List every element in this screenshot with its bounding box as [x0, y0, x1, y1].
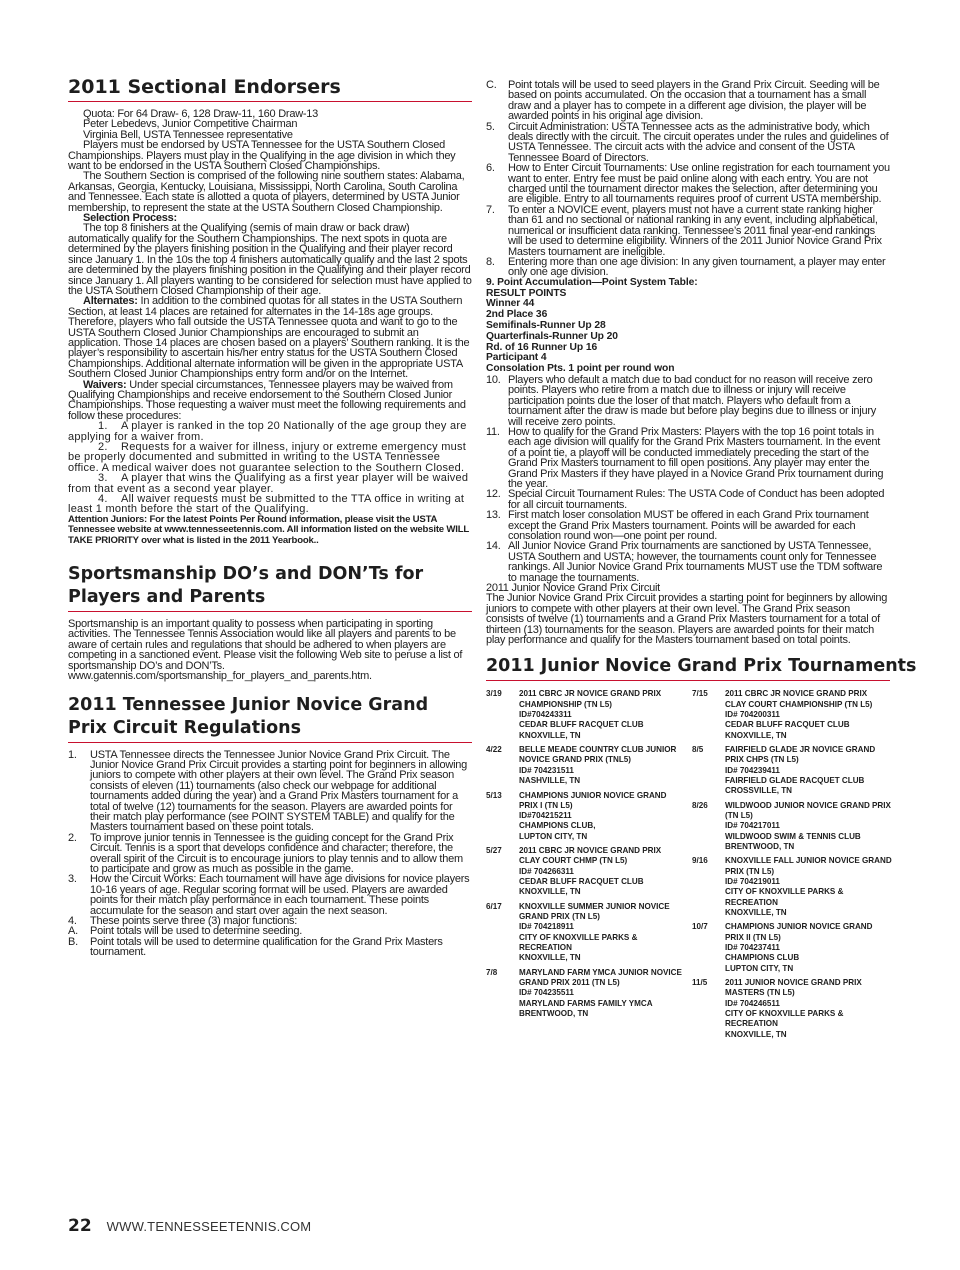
point-row: 2nd Place 36: [486, 309, 548, 321]
tournament-name-line: BELLE MEADE COUNTRY CLUB JUNIOR: [519, 745, 677, 755]
tournament-details: [519, 689, 684, 740]
quota-line: Quota: For 64 Draw- 6, 128 Draw-11, 160 Draw-13: [83, 108, 319, 120]
regulation-number: 11.: [486, 425, 500, 438]
tournament-column-right: [692, 689, 890, 1044]
tournament-name-line: CLAY COURT CHAMPIONSHIP (TN L5): [725, 699, 873, 709]
waiver-item: [68, 442, 472, 473]
tournament-entry: [692, 978, 890, 1040]
waiver-item-text: All waiver requests must be submitted to the TTA office in writing at least 1 month before the start of the Qualifying.: [68, 493, 465, 516]
tournament-venue: CEDAR BLUFF RACQUET CLUB: [519, 877, 644, 887]
regulation-item: [68, 937, 472, 958]
regulation-number: 6.: [486, 162, 495, 175]
point-row: Semifinals-Runner Up 28: [486, 319, 606, 331]
southern-section-paragraph: The Southern Section is comprised of the following nine southern states: Alabama, Arkansas, Georgia, Kentucky, Louisiana, Mississippi, North Carolina, South Carolina and Tennessee. Each state is allotted a quota of players, determined by USTA Junior membership, to represent the state at the USTA Southern Closed Championship.: [68, 170, 465, 214]
tournament-city: LUPTON CITY, TN: [725, 963, 794, 973]
tournament-date: 9/16: [692, 856, 708, 866]
page-number: 22: [68, 1216, 92, 1236]
tournament-date: 7/15: [692, 689, 708, 699]
tournament-city: KNOXVILLE, TN: [519, 953, 581, 963]
tournament-city: BRENTWOOD, TN: [519, 1009, 589, 1018]
regulations-title: 2011 Tennessee Junior Novice Grand Prix Circuit Regulations: [68, 694, 472, 743]
tournament-id: ID# 704217011: [725, 821, 780, 831]
waiver-item: [68, 494, 472, 515]
regulation-item: [486, 510, 890, 541]
regulation-number: 10.: [486, 373, 501, 386]
point-system-subheading: RESULT POINTS: [486, 287, 567, 299]
tournament-city: KNOXVILLE, TN: [519, 887, 581, 897]
tournament-details: [725, 922, 890, 973]
tournament-id: ID#704243311: [519, 710, 572, 720]
tournament-details: [519, 968, 684, 1019]
tournament-name-line: PRIX (TN L5): [725, 866, 775, 876]
regulations-section: [68, 694, 472, 958]
tournament-id: ID# 704218911: [519, 922, 574, 932]
regulation-number: 7.: [486, 203, 495, 216]
regulation-number: B.: [68, 935, 78, 948]
tournament-city: KNOXVILLE, TN: [725, 730, 787, 740]
tournament-name-line: CLAY COURT CHMP (TN L5): [519, 856, 628, 866]
alternates-text: In addition to the combined quotas for all states in the USTA Southern Section, at least 14 places are retained for alternates in the 14-18s age groups. Therefore, players who fall outside the USTA Tennessee quota and want to go to the USTA Southern Closed Junior Championships are encouraged to submit an application. Those 14 places are chosen based on a players’ Southern ranking. It is the player’s responsibility to ascertain his/her entry status for the USTA Southern Closed Championships. Additional alternate information will be given in the appropriate USTA Southern Closed Junior Championships entry form and/or on the Internet.: [68, 295, 470, 381]
waivers-heading: Waivers:: [83, 378, 127, 391]
point-system-table: [486, 278, 890, 375]
regulation-item: [486, 80, 890, 122]
regulation-text: First match loser consolation MUST be offered in each Grand Prix tournament except the Grand Prix Masters tournament. Points will be awarded for each consolation round won—one point per round.: [508, 509, 869, 542]
tournament-entry: [486, 791, 684, 842]
tournament-details: [519, 846, 684, 897]
regulation-text: These points serve three (3) major functions:: [90, 915, 298, 927]
point-row: Winner 44: [486, 298, 535, 310]
waiver-item-number: 3.: [98, 472, 108, 485]
point-row: Quarterfinals-Runner Up 20: [486, 330, 618, 342]
tournament-date: 8/26: [692, 800, 708, 810]
sectional-endorsers-body: [68, 109, 472, 546]
tournament-column-left: [486, 689, 684, 1044]
tournament-id: ID# 704219011: [725, 877, 780, 887]
tournament-schedule: [486, 689, 890, 1044]
tournament-name-line: 2011 CBRC JR NOVICE GRAND PRIX: [725, 689, 868, 699]
tournament-venue: FAIRFIELD GLADE RACQUET CLUB: [725, 776, 865, 786]
left-column: [68, 74, 472, 958]
tournament-name-line: (TN L5): [725, 811, 753, 821]
tournament-city: LUPTON CITY, TN: [519, 831, 588, 841]
tournament-name-line: PRIX I (TN L5): [519, 800, 573, 810]
representative-line: Virginia Bell, USTA Tennessee representative: [83, 128, 293, 141]
regulation-text: To improve junior tennis in Tennessee is the guiding concept for the Grand Prix Circuit. Tennis is a sport that develops confidence and character; therefore, the overall spirit of the Circuit is to encourage juniors to play tennis and to allow them to participate and grow as much as possible in the game.: [90, 831, 463, 875]
tournament-venue: CEDAR BLUFF RACQUET CLUB: [725, 720, 850, 730]
chairman-line: Peter Lebedevs, Junior Competitive Chairman: [83, 118, 298, 131]
tournament-details: [519, 902, 684, 964]
regulation-item: [68, 750, 472, 833]
regulation-text: To enter a NOVICE event, players must not have a current state ranking higher than 61 and no sectional or national ranking in any event, including alphabetical, numerical or insufficient data ranking. Tennessee’s 2011 final year-end rankings will be used to determine eligibility. Winners of the 2011 Junior Novice Grand Prix Masters tournament are ineligible.: [508, 203, 882, 258]
tournament-id: ID# 704235511: [519, 988, 574, 998]
regulation-text: Entering more than one age division: In any given tournament, a player may enter only one age division.: [508, 255, 886, 279]
tournament-id: ID# 704237411: [725, 943, 780, 953]
waivers-text: Under special circumstances, Tennessee players may be waived from Qualifying Championships and receive endorsement to the Southern Closed Junior Championships. Those requesting a waiver must meet the following requirements and follow these procedures:: [68, 378, 466, 422]
regulation-item: [486, 489, 890, 510]
tournament-city: NASHVILLE, TN: [519, 776, 581, 786]
tournament-name-line: FAIRFIELD GLADE JR NOVICE GRAND: [725, 745, 876, 755]
waiver-requirements-list: [68, 421, 472, 515]
tournament-date: 4/22: [486, 745, 502, 755]
regulations-list: [68, 750, 472, 958]
circuit-paragraph: The Junior Novice Grand Prix Circuit provides a starting point for beginners by allowing juniors to compete with other players at their own level. The Grand Prix season consists of twelve (1) tournaments and a Grand Prix Masters tournament for a total of thirteen (13) tournaments for the season. Players are awarded points for their match play performance and qualify for the Masters tournament based on total points.: [486, 592, 888, 647]
tournament-id: ID# 704231511: [519, 765, 574, 775]
tournament-date: 5/13: [486, 790, 502, 800]
tournament-details: [725, 745, 890, 796]
regulation-text: How to qualify for the Grand Prix Masters: Players with the top 16 point totals in each age division will qualify for the Grand Prix Masters tournament. In the event of a point tie, a playoff will be conducted immediately preceding the start of the Grand Prix Masters tournament to fill open positions. Any player may enter the Grand Prix Masters if they have played in a Novice Grand Prix tournament during the year.: [508, 425, 884, 490]
regulations-continued: [486, 80, 890, 645]
sectional-endorsers-title: 2011 Sectional Endorsers: [68, 74, 472, 102]
tournament-name-line: NOVICE GRAND PRIX (TNL5): [519, 755, 631, 765]
regulation-text: How to Enter Circuit Tournaments: Use online registration for each tournament you want to enter. Entry fee must be paid online along with each entry. You are not charged until the tournament director makes the selection, after determining you are eligible. Entry to all tournaments requires proof of current USTA membership.: [508, 162, 890, 206]
point-row: Rd. of 16 Runner Up 16: [486, 341, 598, 353]
tournament-id: ID# 704266311: [519, 866, 574, 876]
endorsement-paragraph: Players must be endorsed by USTA Tennessee for the USTA Southern Closed Championships. Players must play in the Qualifying in the age division in which they want to be endorsed in the USTA Southern Closed Championships.: [68, 139, 456, 173]
tournament-details: [519, 791, 684, 842]
tournament-name-line: PRIX II (TN L5): [725, 932, 781, 942]
tournament-entry: [692, 801, 890, 852]
tournament-city: KNOXVILLE, TN: [725, 907, 787, 917]
sportsmanship-paragraph: Sportsmanship is an important quality to possess when participating in sporting activities. The Tennessee Tennis Association would like all players and parents to be aware of certain rules and regulations that should be adhered to when players are competing in a sanctioned event. Please visit the following Web site to peruse a list of sportsmanship DO’s and DON’Ts.: [68, 618, 463, 672]
regulation-text: Point totals will be used to determine seeding.: [90, 925, 303, 938]
regulation-item: [486, 541, 890, 583]
sportsmanship-section: [68, 563, 472, 681]
alternates-heading: Alternates:: [83, 295, 138, 308]
waiver-item-number: 4.: [98, 493, 108, 506]
regulation-number: 12.: [486, 488, 501, 501]
tournament-city: BRENTWOOD, TN: [725, 841, 795, 851]
tournament-venue: CITY OF KNOXVILLE PARKS &: [725, 887, 844, 897]
tournament-name-line: KNOXVILLE SUMMER JUNIOR NOVICE: [519, 901, 670, 911]
tournament-id: ID# 704200311: [725, 710, 780, 720]
tournament-name-line: WILDWOOD JUNIOR NOVICE GRAND PRIX: [725, 800, 891, 810]
tournament-city: KNOXVILLE, TN: [725, 1029, 787, 1039]
sportsmanship-link[interactable]: www.gatennis.com/sportsmanship_for_players_and_parents.htm.: [68, 670, 372, 683]
tournament-name-line: CHAMPIONS JUNIOR NOVICE GRAND: [725, 922, 873, 932]
tournament-name-line: MARYLAND FARM YMCA JUNIOR NOVICE: [519, 967, 682, 977]
regulation-item: [486, 427, 890, 489]
selection-process-heading: Selection Process:: [83, 212, 177, 225]
circuit-heading: 2011 Junior Novice Grand Prix Circuit: [486, 582, 660, 595]
regulation-item: [486, 257, 890, 278]
tournament-city: CROSSVILLE, TN: [725, 786, 793, 796]
tournament-venue: CEDAR BLUFF RACQUET CLUB: [519, 720, 644, 730]
tournament-name-line: GRAND PRIX (TN L5): [519, 912, 600, 922]
regulation-text: Point totals will be used to seed players in the Grand Prix Circuit. Seeding will be based on points accumulated. On the occasion that a tournament has a small draw and a player has to compete in a different age division, the player will be awarded points in his original age division.: [508, 79, 880, 123]
regulation-text: How the Circuit Works: Each tournament will have age divisions for novice players 10-16 years of age. Regular scoring format will be used. Players are awarded points for their match play performance in each tournament. These points accumulate for the season and start over again the next season.: [90, 873, 470, 917]
regulation-number: 4.: [68, 915, 77, 927]
tournament-name-line: 2011 CBRC JR NOVICE GRAND PRIX: [519, 689, 662, 699]
tournament-name-line: GRAND PRIX 2011 (TN L5): [519, 978, 620, 988]
tournament-venue: CHAMPIONS CLUB: [725, 953, 800, 963]
waiver-item-text: A player is ranked in the top 20 Nationally of the age group they are applying for a waiver from.: [68, 420, 467, 443]
right-column: [486, 79, 917, 1044]
tournament-details: [519, 745, 684, 786]
sportsmanship-title: Sportsmanship DO’s and DON’Ts for Players and Parents: [68, 563, 472, 612]
regulation-text: Point totals will be used to determine qualification for the Grand Prix Masters tournament.: [90, 935, 443, 959]
tournament-name-line: 2011 JUNIOR NOVICE GRAND PRIX: [725, 978, 862, 988]
sportsmanship-body: [68, 619, 472, 681]
tournament-details: [725, 801, 891, 852]
tournament-id: ID# 704239411: [725, 765, 780, 775]
regulation-number: 13.: [486, 509, 501, 522]
tournament-id: ID# 704246511: [725, 998, 780, 1008]
tournament-venue: CITY OF KNOXVILLE PARKS &: [519, 932, 638, 942]
regulation-number: 1.: [68, 748, 77, 761]
regulation-number: 2.: [68, 831, 77, 844]
tournament-date: 7/8: [486, 967, 498, 977]
tournament-venue: RECREATION: [725, 897, 778, 907]
regulation-item: [68, 874, 472, 916]
tournament-venue: RECREATION: [725, 1019, 778, 1029]
regulation-number: C.: [486, 79, 497, 91]
tournament-entry: [692, 922, 890, 973]
waiver-item-number: 2.: [98, 441, 108, 453]
tournament-date: 5/27: [486, 846, 502, 856]
regulation-text: All Junior Novice Grand Prix tournaments are sanctioned by USTA Tennessee, USTA Southern and USTA; however, the tournaments count only for Tennessee rankings. All Junior Novice Grand Prix tournaments MUST use the TDM software to manage the tournaments.: [508, 540, 883, 584]
selection-process-paragraph: The top 8 finishers at the Qualifying (semis of main draw or back draw) automatically qualify for the Southern Championships. The next spots in quota are determined by the players finishing position in the Qualifying and their player record since January 1. In the 10s the top 4 finishers automatically qualify and the last 2 spots are determined by the players finishing position in the Qualifying and their player record since January 1. All players wanting to be considered for selection must have applied to the USTA Southern Closed Championship of their age.: [68, 222, 472, 297]
tournament-entry: [692, 856, 890, 918]
tournament-name-line: PRIX CHPS (TN L5): [725, 755, 799, 765]
tournaments-title: 2011 Junior Novice Grand Prix Tournaments: [486, 655, 890, 681]
footer-website-link[interactable]: WWW.TENNESSEETENNIS.COM: [106, 1219, 312, 1234]
tournament-entry: [692, 689, 890, 740]
attention-juniors-note: Attention Juniors: For the latest Points Per Round information, please visit the USTA Tennessee website at www.tennesseetennis.com. All information listed on the website WILL TAKE PRIORITY over what is listed in the 2011 Yearbook..: [68, 513, 469, 546]
regulation-item: [486, 122, 890, 164]
tournament-date: 10/7: [692, 922, 708, 932]
regulation-number: 5.: [486, 120, 495, 133]
waivers-paragraph: [68, 380, 472, 422]
waiver-item: [68, 473, 472, 494]
tournament-date: 6/17: [486, 901, 502, 911]
tournament-name-line: KNOXVILLE FALL JUNIOR NOVICE GRAND: [725, 856, 892, 866]
consolation-points-row: Consolation Pts. 1 point per round won: [486, 363, 675, 375]
regulation-text: Special Circuit Tournament Rules: The USTA Code of Conduct has been adopted for all circuit tournaments.: [508, 488, 885, 511]
tournaments-section: [486, 655, 917, 1044]
waiver-item-text: Requests for a waiver for illness, injury or extreme emergency must be properly documented and submitted in writing to the USTA Tennessee office. A medical waiver does not guarantee selection to the Southern Closed.: [68, 441, 467, 474]
tournament-city: KNOXVILLE, TN: [519, 730, 581, 740]
waiver-item-text: A player that wins the Qualifying as a first year player will be waived from that event as a second year player.: [68, 472, 469, 495]
tournament-id: ID#704215211: [519, 811, 572, 821]
regulation-item: [486, 163, 890, 205]
tournament-venue: CHAMPIONS CLUB,: [519, 821, 596, 831]
waiver-item: [68, 421, 472, 442]
tournament-name-line: MASTERS (TN L5): [725, 988, 795, 998]
tournament-venue: RECREATION: [519, 943, 572, 953]
tournament-details: [725, 856, 892, 918]
regulation-number: A.: [68, 925, 78, 938]
sectional-endorsers-section: [68, 74, 472, 546]
tournament-entry: [486, 968, 684, 1019]
regulation-number: 14.: [486, 540, 501, 553]
tournament-entry: [486, 902, 684, 964]
tournament-entry: [486, 846, 684, 897]
tournament-details: [725, 978, 890, 1040]
tournament-entry: [486, 745, 684, 786]
point-row: Participant 4: [486, 352, 547, 364]
tournament-venue: MARYLAND FARMS FAMILY YMCA: [519, 998, 653, 1008]
tournament-venue: CITY OF KNOXVILLE PARKS &: [725, 1009, 844, 1018]
tournament-name-line: CHAMPIONSHIP (TN L5): [519, 699, 612, 709]
tournament-name-line: CHAMPIONS JUNIOR NOVICE GRAND: [519, 790, 667, 800]
alternates-paragraph: [68, 296, 472, 379]
tournament-details: [725, 689, 890, 740]
tournament-entry: [486, 689, 684, 740]
regulation-item: [486, 205, 890, 257]
regulation-text: Players who default a match due to bad conduct for no reason will receive zero points. Players who retire from a match due to illness or injury will receive participation points due the loser of that match. Players who default from a tournament after the draw is made but before play begins due to illness or injury will receive zero points.: [508, 373, 877, 428]
regulation-item: [486, 375, 890, 427]
regulation-text: Circuit Administration: USTA Tennessee acts as the administrative body, which deals directly with the circuit. The circuit operates under the rules and guidelines of USTA Tennessee. The circuit acts with the advice and consent of the USTA Tennessee Board of Directors.: [508, 120, 889, 164]
regulation-number: 3.: [68, 873, 77, 886]
tournament-venue: WILDWOOD SWIM & TENNIS CLUB: [725, 831, 861, 841]
tournament-date: 3/19: [486, 689, 502, 699]
point-system-heading: 9. Point Accumulation—Point System Table:: [486, 276, 698, 288]
waiver-item-number: 1.: [98, 420, 108, 433]
tournament-name-line: 2011 CBRC JR NOVICE GRAND PRIX: [519, 846, 662, 856]
regulation-text: USTA Tennessee directs the Tennessee Junior Novice Grand Prix Circuit. The Junior Novice Grand Prix Circuit provides a starting point for beginners in allowing juniors to compete with other players at their own level. The Grand Prix season consists of eleven (11) tournaments (also check our webpage for additional tournaments added during the year) and a Grand Prix Masters tournament for a total of twelve (12) tournaments for the season. Players are awarded points for their match play performance (see POINT SYSTEM TABLE) and qualify for the Masters tournament based on these point totals.: [90, 748, 468, 834]
tournament-entry: [692, 745, 890, 796]
tournament-date: 11/5: [692, 978, 708, 988]
tournament-date: 8/5: [692, 745, 704, 755]
page-footer: [68, 1216, 311, 1236]
regulation-item: [68, 833, 472, 875]
regulation-number: 8.: [486, 255, 495, 268]
